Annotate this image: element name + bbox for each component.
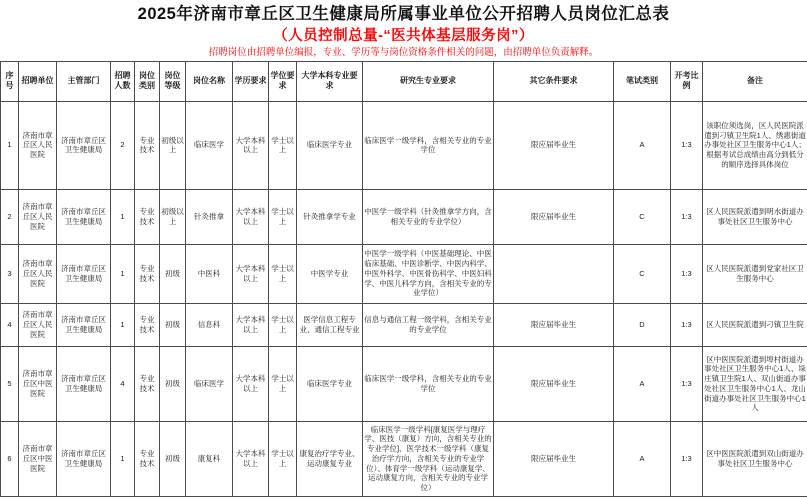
table-cell: 区人民医院派遣到党家社区卫生服务中心	[703, 244, 807, 303]
header-cell: 序号	[1, 61, 19, 101]
table-cell: 济南市章丘区卫生健康局	[57, 421, 111, 496]
table-cell: 专业技术	[135, 346, 160, 421]
table-cell: 区中医医院派遣到埠村街道办事处社区卫生服务中心1人、垛庄镇卫生院1人、双山街道办事处社区卫生服务中心1人、龙山街道办事处社区卫生服务中心1人	[703, 346, 807, 421]
document-header	[0, 0, 807, 60]
table-cell: 初级	[160, 346, 186, 421]
table-cell: 临床医学一级学科，含相关专业的专业学位	[363, 101, 494, 189]
table-cell: 大学本科以上	[233, 189, 269, 244]
table-cell: 5	[1, 346, 19, 421]
table-cell: 初级以上	[160, 101, 186, 189]
recruitment-table	[0, 61, 807, 497]
header-cell: 笔试类别	[614, 61, 671, 101]
page-title: 2025年济南市章丘区卫生健康局所属事业单位公开招聘人员岗位汇总表	[137, 5, 670, 23]
table-cell: 济南市章丘区人民医院	[19, 189, 57, 244]
table-row	[1, 303, 807, 346]
table-cell	[494, 244, 614, 303]
table-cell: 临床医学专业	[297, 101, 363, 189]
table-cell: 1:3	[671, 189, 703, 244]
header-cell: 研究生专业要求	[363, 61, 494, 101]
table-cell: 济南市章丘区卫生健康局	[57, 189, 111, 244]
table-row	[1, 346, 807, 421]
table-cell: C	[614, 189, 671, 244]
table-cell: 学士以上	[269, 189, 297, 244]
table-cell: 1	[111, 189, 135, 244]
table-cell: 大学本科以上	[233, 303, 269, 346]
table-head-row	[1, 61, 807, 101]
table-cell: 临床医学专业	[297, 346, 363, 421]
table-cell: 1:3	[671, 346, 703, 421]
table-cell: 1:3	[671, 244, 703, 303]
header-cell: 其它条件要求	[494, 61, 614, 101]
table-cell: 1	[111, 303, 135, 346]
table-cell: 康复科	[186, 421, 233, 496]
header-cell: 招聘人数	[111, 61, 135, 101]
table-cell: 1	[111, 244, 135, 303]
table-cell: 限应届毕业生	[494, 421, 614, 496]
table-cell: 限应届毕业生	[494, 101, 614, 189]
table-cell: 临床医学一级学科[康复医学与理疗学、医技（康复）方向，含相关专业的专业学位]、医学技术一级学科（康复治疗学方向，含相关专业的专业学位）、体育学一级学科（运动康复学、运动康复方向，含相关专业的专业学位）	[363, 421, 494, 496]
table-cell: 济南市章丘区卫生健康局	[57, 101, 111, 189]
table-cell: 大学本科以上	[233, 101, 269, 189]
table-cell: 信息与通信工程一级学科，含相关专业的专业学位	[363, 303, 494, 346]
table-cell: 2	[1, 189, 19, 244]
table-cell: 4	[111, 346, 135, 421]
table-cell: 济南市章丘区卫生健康局	[57, 346, 111, 421]
table-cell: 学士以上	[269, 421, 297, 496]
table-cell: 4	[1, 303, 19, 346]
table-body	[1, 101, 807, 496]
table-row	[1, 244, 807, 303]
table-cell: 信息科	[186, 303, 233, 346]
table-cell: D	[614, 303, 671, 346]
table-cell: 学士以上	[269, 346, 297, 421]
table-cell: 1	[1, 101, 19, 189]
table-cell: 3	[1, 244, 19, 303]
header-cell: 岗位名称	[186, 61, 233, 101]
table-cell: 限应届毕业生	[494, 346, 614, 421]
table-cell: C	[614, 244, 671, 303]
table-cell: 6	[1, 421, 19, 496]
table-cell: 2	[111, 101, 135, 189]
table-cell: 1:3	[671, 101, 703, 189]
table-cell: 济南市章丘区中医医院	[19, 421, 57, 496]
table-cell: 区中医医院派遣到双山街道办事处社区卫生服务中心	[703, 421, 807, 496]
table-cell: A	[614, 346, 671, 421]
table-cell: 区人民医院派遣到明水街道办事处社区卫生服务中心	[703, 189, 807, 244]
table-cell: 专业技术	[135, 421, 160, 496]
table-cell: 该职位须选岗，区人民医院派遣到刁镇卫生院1人、绣惠街道办事处社区卫生服务中心1人；根据考试总成绩由高分到低分的顺序选择具体岗位	[703, 101, 807, 189]
header-cell: 招聘单位	[19, 61, 57, 101]
table-cell: 专业技术	[135, 303, 160, 346]
header-cell: 备注	[703, 61, 807, 101]
table-cell: 济南市章丘区卫生健康局	[57, 244, 111, 303]
header-cell: 主管部门	[57, 61, 111, 101]
table-row	[1, 189, 807, 244]
header-cell: 岗位类别	[135, 61, 160, 101]
table-cell: 针灸推拿学专业	[297, 189, 363, 244]
table-row	[1, 421, 807, 496]
table-cell: 学士以上	[269, 101, 297, 189]
table-cell: 初级以上	[160, 189, 186, 244]
table-cell: 大学本科以上	[233, 244, 269, 303]
table-cell: 限应届毕业生	[494, 303, 614, 346]
table-cell: 1:3	[671, 303, 703, 346]
table-cell: 区人民医院派遣到刁镇卫生院	[703, 303, 807, 346]
table-cell: 中医学一级学科（针灸推拿学方向，含相关专业的专业学位）	[363, 189, 494, 244]
table-cell: 大学本科以上	[233, 346, 269, 421]
table-cell: 针灸推拿	[186, 189, 233, 244]
table-cell: 临床医学	[186, 346, 233, 421]
table-cell: 医学信息工程专业、通信工程专业	[297, 303, 363, 346]
table-cell: 学士以上	[269, 244, 297, 303]
header-cell: 岗位等级	[160, 61, 186, 101]
table-cell: 济南市章丘区人民医院	[19, 303, 57, 346]
header-cell: 学位要求	[269, 61, 297, 101]
table-cell: 初级	[160, 303, 186, 346]
header-cell: 大学本科专业要求	[297, 61, 363, 101]
table-row	[1, 101, 807, 189]
table-cell: 初级	[160, 421, 186, 496]
table-cell: 济南市章丘区人民医院	[19, 101, 57, 189]
table-cell: 学士以上	[269, 303, 297, 346]
table-cell: 1:3	[671, 421, 703, 496]
table-cell: 济南市章丘区人民医院	[19, 244, 57, 303]
header-cell: 开考比例	[671, 61, 703, 101]
header-cell: 学历要求	[233, 61, 269, 101]
table-cell: 限应届毕业生	[494, 189, 614, 244]
table-cell: 专业技术	[135, 101, 160, 189]
table-cell: A	[614, 101, 671, 189]
table-cell: 临床医学	[186, 101, 233, 189]
table-cell: 专业技术	[135, 244, 160, 303]
table-cell: 康复治疗学专业、运动康复专业	[297, 421, 363, 496]
table-cell: 中医学一级学科（中医基础理论、中医临床基础、中医诊断学、中医内科学、中医外科学、中医骨伤科学、中医妇科学、中医儿科学方向，含相关专业的专业学位）	[363, 244, 494, 303]
table-cell: 初级	[160, 244, 186, 303]
table-cell: 济南市章丘区卫生健康局	[57, 303, 111, 346]
page-notice: 招聘岗位由招聘单位编报，专业、学历等与岗位资格条件相关的问题，由招聘单位负责解释。	[208, 47, 599, 59]
table-cell: 临床医学一级学科，含相关专业的专业学位	[363, 346, 494, 421]
table-cell: 1	[111, 421, 135, 496]
table-cell: A	[614, 421, 671, 496]
table-cell: 中医学专业	[297, 244, 363, 303]
table-cell: 济南市章丘区中医医院	[19, 346, 57, 421]
table-cell: 中医科	[186, 244, 233, 303]
page-subtitle: （人员控制总量-“医共体基层服务岗”）	[273, 27, 534, 44]
table-cell: 大学本科以上	[233, 421, 269, 496]
table-cell: 专业技术	[135, 189, 160, 244]
